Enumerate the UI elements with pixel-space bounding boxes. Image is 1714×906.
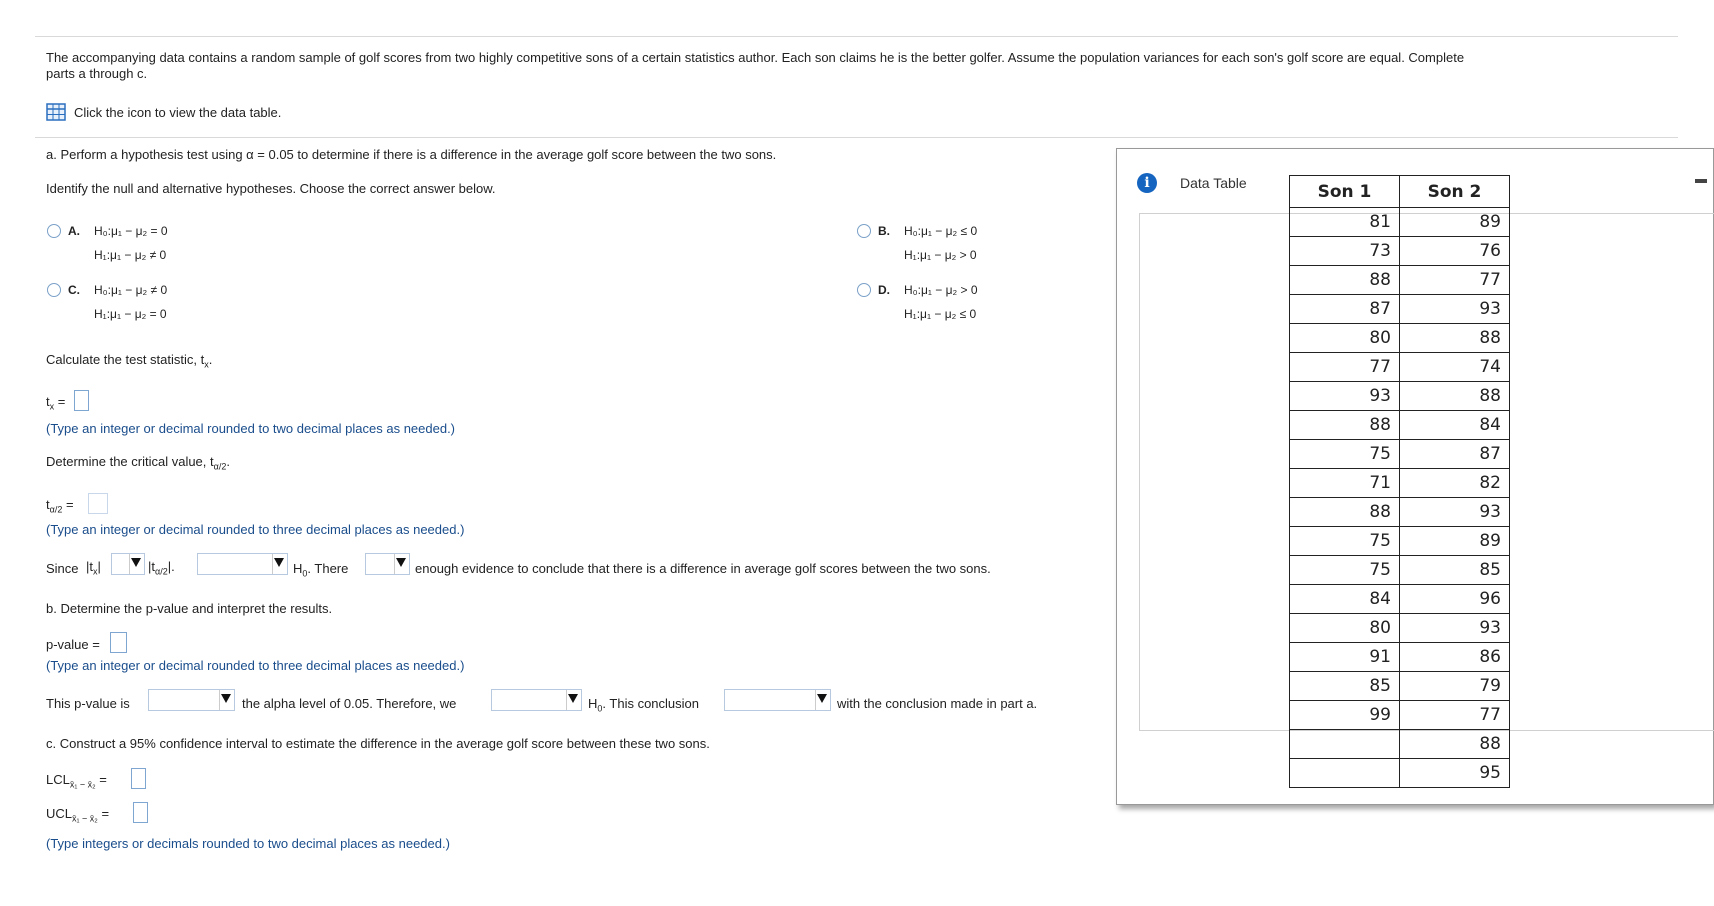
table-row [1290,411,1510,440]
son-1-cell: 99 [1290,701,1400,730]
decision-dropdown-b[interactable] [491,689,582,711]
chevron-down-icon [221,694,231,703]
intro-text [46,50,1676,82]
calc-test-statistic: Calculate the test statistic, $t_x$. [46,352,213,370]
son-2-cell: 76 [1400,237,1510,266]
data-table-panel [1116,148,1714,805]
son-2-cell: 74 [1400,353,1510,382]
chevron-down-icon [396,558,406,567]
t-alpha-label: $t_{\alpha/2}$ = [46,497,74,515]
option-a-label[interactable]: A. [68,224,80,238]
part-b-prompt: b. Determine the p-value and interpret the results. [46,601,333,616]
option-c-hypotheses[interactable] [94,278,167,326]
intro-line-1: The accompanying data contains a random sample of golf scores from two highly competitive sons of a certain statistics author. Each son claims he is the better golfer. Assume the population variances for each son's golf score are equal. Complete [46,50,1465,65]
son-1-cell: 77 [1290,353,1400,382]
son-2-cell: 77 [1400,701,1510,730]
critical-value-input[interactable] [88,493,108,514]
determine-critical-value: Determine the critical value, $t_{\alpha/2}$. [46,454,230,472]
son-1-cell: 73 [1290,237,1400,266]
son-1-cell: 75 [1290,440,1400,469]
part-a-prompt: a. Perform a hypothesis test using α = 0.05 to determine if there is a difference in the average golf score between the two sons. [46,147,777,162]
alpha-level-text: the alpha level of 0.05. Therefore, we [242,696,457,711]
comparison-dropdown-a[interactable] [111,553,145,575]
hint-two-decimals: (Type an integer or decimal rounded to two decimal places as needed.) [46,421,456,436]
son-1-cell: 80 [1290,614,1400,643]
son-2-cell: 84 [1400,411,1510,440]
header-son-1: Son 1 [1290,176,1400,208]
table-row [1290,672,1510,701]
table-row [1290,498,1510,527]
decision-dropdown-a[interactable] [197,553,288,575]
hint-three-decimals-a: (Type an integer or decimal rounded to three decimal places as needed.) [46,522,465,537]
option-c-label[interactable]: C. [68,283,80,297]
table-row [1290,585,1510,614]
table-row [1290,730,1510,759]
son-1-cell: 87 [1290,295,1400,324]
option-b-label[interactable]: B. [878,224,890,238]
son-2-cell: 82 [1400,469,1510,498]
son-2-cell: 93 [1400,614,1510,643]
table-row [1290,701,1510,730]
data-table-link-text[interactable]: Click the icon to view the data table. [74,104,282,120]
agreement-dropdown[interactable] [724,689,831,711]
son-1-cell: 84 [1290,585,1400,614]
this-p-value-label: This p-value is [46,696,130,711]
intro-line-2: parts a through c. [46,66,148,81]
son-2-cell: 93 [1400,295,1510,324]
option-d-label[interactable]: D. [878,283,890,297]
son-2-cell: 79 [1400,672,1510,701]
table-row [1290,643,1510,672]
header-son-2: Son 2 [1400,176,1510,208]
table-row [1290,382,1510,411]
with-conclusion-text: with the conclusion made in part a. [837,696,1038,711]
option-a-h0: H₀:μ₁ − μ₂ = 0 [94,224,168,238]
pvalue-comparison-dropdown[interactable] [148,689,235,711]
option-d-h1: H₁:μ₁ − μ₂ ≤ 0 [904,307,977,321]
lcl-input[interactable] [131,768,146,789]
data-table [1289,175,1510,788]
son-2-cell: 95 [1400,759,1510,788]
son-2-cell: 85 [1400,556,1510,585]
son-2-cell: 88 [1400,730,1510,759]
hint-three-decimals-b: (Type an integer or decimal rounded to three decimal places as needed.) [46,658,465,673]
son-1-cell: 75 [1290,556,1400,585]
table-row [1290,353,1510,382]
son-2-cell: 86 [1400,643,1510,672]
option-a-hypotheses[interactable] [94,219,168,267]
ucl-label: $UCL_{x̄_1 - x̄_2}$ = [46,806,110,824]
son-2-cell: 88 [1400,382,1510,411]
hint-ci: (Type integers or decimals rounded to two decimal places as needed.) [46,836,450,851]
son-2-cell: 77 [1400,266,1510,295]
option-b-hypotheses[interactable] [904,219,977,267]
info-icon: i [1137,173,1157,193]
table-row [1290,469,1510,498]
chevron-down-icon [817,694,827,703]
table-row [1290,556,1510,585]
p-value-input[interactable] [110,632,127,653]
lcl-label: $LCL_{x̄_1 - x̄_2}$ = [46,772,107,790]
son-2-cell: 89 [1400,208,1510,237]
son-1-cell: 85 [1290,672,1400,701]
table-row [1290,295,1510,324]
son-1-cell [1290,759,1400,788]
option-b-h0: H₀:μ₁ − μ₂ ≤ 0 [904,224,978,238]
son-1-cell: 75 [1290,527,1400,556]
option-c-h1: H₁:μ₁ − μ₂ = 0 [94,307,167,321]
son-1-cell: 93 [1290,382,1400,411]
table-icon[interactable] [46,103,66,121]
identify-hypotheses: Identify the null and alternative hypotheses. Choose the correct answer below. [46,181,496,196]
option-a-h1: H₁:μ₁ − μ₂ ≠ 0 [94,248,167,262]
table-row [1290,208,1510,237]
table-row [1290,759,1510,788]
evidence-dropdown[interactable] [365,553,410,575]
chevron-down-icon [131,558,141,567]
ucl-input[interactable] [133,802,148,823]
table-row [1290,237,1510,266]
chevron-down-icon [274,558,284,567]
table-row [1290,614,1510,643]
chevron-down-icon [568,694,578,703]
option-b-radio[interactable] [857,224,871,238]
abs-tx-symbol: $|t_x|$ [86,559,101,577]
enough-evidence-text: enough evidence to conclude that there is a difference in average golf scores between the two sons. [415,561,991,576]
option-c-radio[interactable] [47,283,61,297]
table-row [1290,527,1510,556]
option-b-h1: H₁:μ₁ − μ₂ > 0 [904,248,977,262]
son-1-cell: 80 [1290,324,1400,353]
abs-t-alpha-symbol: $|t_{\alpha/2}|$. [148,559,175,577]
option-c-h0: H₀:μ₁ − μ₂ ≠ 0 [94,283,168,297]
son-1-cell: 71 [1290,469,1400,498]
minimize-button[interactable] [1695,179,1707,183]
son-1-cell: 88 [1290,411,1400,440]
son-1-cell: 88 [1290,498,1400,527]
test-statistic-input[interactable] [74,390,89,411]
son-2-cell: 93 [1400,498,1510,527]
son-2-cell: 88 [1400,324,1510,353]
option-d-hypotheses[interactable] [904,278,978,326]
table-row [1290,324,1510,353]
option-a-radio[interactable] [47,224,61,238]
son-1-cell: 91 [1290,643,1400,672]
option-d-radio[interactable] [857,283,871,297]
h0-conclusion-text: $H_0$. This conclusion [588,696,699,714]
son-2-cell: 87 [1400,440,1510,469]
since-label: Since [46,561,79,576]
son-1-cell: 81 [1290,208,1400,237]
table-row [1290,440,1510,469]
option-d-h0: H₀:μ₁ − μ₂ > 0 [904,283,978,297]
son-1-cell: 88 [1290,266,1400,295]
h0-label-a: $H_0$. There [293,561,349,579]
part-c-prompt: c. Construct a 95% confidence interval to estimate the difference in the average golf score between these two sons. [46,736,710,751]
son-2-cell: 96 [1400,585,1510,614]
son-2-cell: 89 [1400,527,1510,556]
data-table-link[interactable] [46,103,281,121]
son-1-cell [1290,730,1400,759]
tx-label: $t_x$ = [46,394,66,412]
data-table-title: Data Table [1180,175,1247,191]
p-value-label: p-value = [46,637,100,652]
table-row [1290,266,1510,295]
